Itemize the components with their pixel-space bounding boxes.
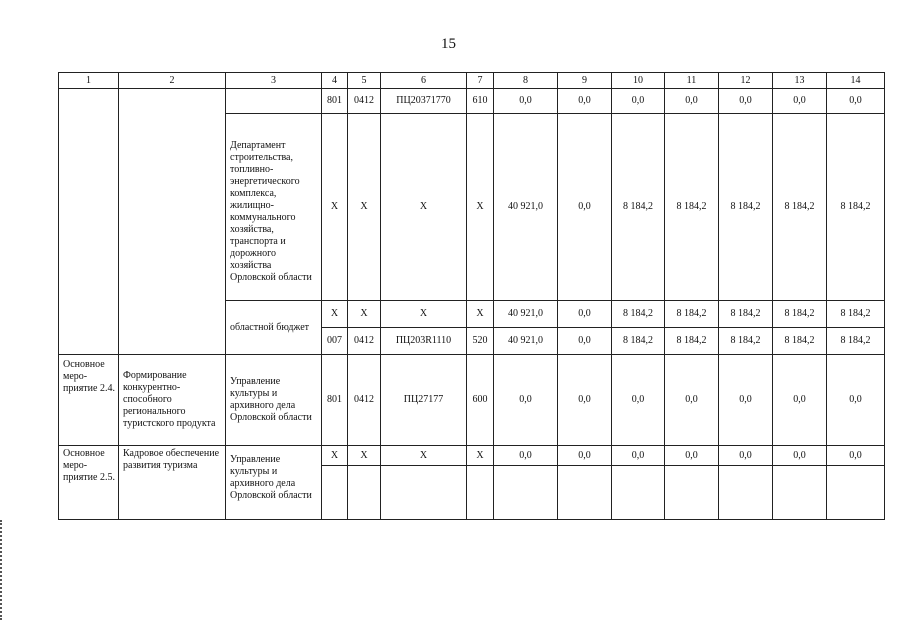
table-cell: Х bbox=[348, 301, 381, 328]
table-cell: 0,0 bbox=[827, 355, 885, 446]
table-cell bbox=[558, 466, 612, 520]
table-cell: 40 921,0 bbox=[494, 328, 558, 355]
table-cell bbox=[494, 466, 558, 520]
table-cell: ПЦ20371770 bbox=[381, 89, 467, 114]
table-cell: 8 184,2 bbox=[827, 328, 885, 355]
responsible-executor: Управление культуры и архивного дела Орловской области bbox=[226, 355, 322, 446]
table-cell: Х bbox=[381, 114, 467, 301]
table-cell: 0,0 bbox=[773, 446, 827, 466]
table-cell bbox=[119, 89, 226, 355]
table-cell: 8 184,2 bbox=[612, 301, 665, 328]
table-cell: 007 bbox=[322, 328, 348, 355]
table-cell: 0,0 bbox=[558, 114, 612, 301]
table-cell: 600 bbox=[467, 355, 494, 446]
table-row bbox=[59, 446, 885, 466]
table-cell: 0,0 bbox=[719, 355, 773, 446]
table-cell: 801 bbox=[322, 355, 348, 446]
table-cell: 40 921,0 bbox=[494, 301, 558, 328]
table-cell bbox=[59, 89, 119, 355]
table-cell bbox=[773, 466, 827, 520]
table-cell: Х bbox=[348, 446, 381, 466]
binding-edge-mark bbox=[0, 520, 6, 620]
header-cell: 3 bbox=[226, 73, 322, 89]
table-cell: 0,0 bbox=[665, 355, 719, 446]
table-cell: 8 184,2 bbox=[719, 114, 773, 301]
header-cell: 7 bbox=[467, 73, 494, 89]
measure-title: Кадровое обеспечение развития туризма bbox=[119, 446, 226, 520]
table-cell: 0412 bbox=[348, 89, 381, 114]
responsible-executor: Управление культуры и архивного дела Орловской области bbox=[226, 446, 322, 520]
header-cell: 12 bbox=[719, 73, 773, 89]
measure-label: Основное меро-приятие 2.4. bbox=[59, 355, 119, 446]
header-cell: 14 bbox=[827, 73, 885, 89]
table-cell: 0,0 bbox=[612, 355, 665, 446]
header-cell: 5 bbox=[348, 73, 381, 89]
table-row bbox=[59, 355, 885, 446]
header-cell: 13 bbox=[773, 73, 827, 89]
table-cell: Х bbox=[467, 301, 494, 328]
table-cell: 0,0 bbox=[827, 446, 885, 466]
table-cell: ПЦ203R1110 bbox=[381, 328, 467, 355]
table-cell: 8 184,2 bbox=[719, 301, 773, 328]
table-cell: 8 184,2 bbox=[827, 114, 885, 301]
table-cell bbox=[348, 466, 381, 520]
table-cell: 0,0 bbox=[827, 89, 885, 114]
table-cell: 0,0 bbox=[494, 446, 558, 466]
table-cell: 520 bbox=[467, 328, 494, 355]
table-cell bbox=[719, 466, 773, 520]
table-cell: 8 184,2 bbox=[665, 328, 719, 355]
table-cell: 0,0 bbox=[558, 355, 612, 446]
table-cell: Х bbox=[348, 114, 381, 301]
header-cell: 9 bbox=[558, 73, 612, 89]
table-cell bbox=[827, 466, 885, 520]
table-cell: 0,0 bbox=[558, 446, 612, 466]
budget-label: областной бюджет bbox=[226, 301, 322, 355]
header-cell: 1 bbox=[59, 73, 119, 89]
table-cell: 0,0 bbox=[612, 446, 665, 466]
table-cell: Х bbox=[381, 301, 467, 328]
header-cell: 2 bbox=[119, 73, 226, 89]
table-cell bbox=[226, 89, 322, 114]
table-cell: 0412 bbox=[348, 355, 381, 446]
table-cell: 0,0 bbox=[558, 301, 612, 328]
table-cell: Х bbox=[381, 446, 467, 466]
table-cell: Х bbox=[322, 114, 348, 301]
table-cell: 0,0 bbox=[494, 355, 558, 446]
measure-label: Основное меро-приятие 2.5. bbox=[59, 446, 119, 520]
header-cell: 6 bbox=[381, 73, 467, 89]
table-cell: Х bbox=[467, 114, 494, 301]
header-cell: 4 bbox=[322, 73, 348, 89]
table-cell: 0,0 bbox=[665, 89, 719, 114]
table-cell: ПЦ27177 bbox=[381, 355, 467, 446]
table-cell: 8 184,2 bbox=[773, 301, 827, 328]
header-row bbox=[59, 73, 885, 89]
table-cell bbox=[665, 466, 719, 520]
budget-table bbox=[58, 72, 885, 520]
header-cell: 11 bbox=[665, 73, 719, 89]
table-cell: 0412 bbox=[348, 328, 381, 355]
table-cell: 0,0 bbox=[558, 328, 612, 355]
table-cell bbox=[381, 466, 467, 520]
table-cell: 8 184,2 bbox=[773, 328, 827, 355]
table-cell: 8 184,2 bbox=[665, 301, 719, 328]
table-cell: 0,0 bbox=[719, 89, 773, 114]
header-cell: 8 bbox=[494, 73, 558, 89]
department-name: Департамент строительства, топливно-энергетического комплекса, жилищно-коммунального хозяйства, транспорта и дорожного хозяйства Орловской области bbox=[226, 114, 322, 301]
table-cell bbox=[467, 466, 494, 520]
table-cell: 8 184,2 bbox=[773, 114, 827, 301]
table-cell: 40 921,0 bbox=[494, 114, 558, 301]
page-number: 15 bbox=[441, 36, 456, 52]
table-cell: 8 184,2 bbox=[612, 114, 665, 301]
table-cell: 8 184,2 bbox=[719, 328, 773, 355]
table-cell: 0,0 bbox=[719, 446, 773, 466]
table-cell bbox=[322, 466, 348, 520]
table-row bbox=[59, 89, 885, 114]
table-cell: Х bbox=[322, 301, 348, 328]
table-cell: Х bbox=[322, 446, 348, 466]
table-cell: 610 bbox=[467, 89, 494, 114]
table-cell: 0,0 bbox=[494, 89, 558, 114]
table-cell: Х bbox=[467, 446, 494, 466]
table-cell: 0,0 bbox=[773, 89, 827, 114]
table-cell: 0,0 bbox=[665, 446, 719, 466]
table-cell: 8 184,2 bbox=[665, 114, 719, 301]
table-cell: 0,0 bbox=[612, 89, 665, 114]
table-cell: 801 bbox=[322, 89, 348, 114]
table-cell bbox=[612, 466, 665, 520]
header-cell: 10 bbox=[612, 73, 665, 89]
table-cell: 8 184,2 bbox=[612, 328, 665, 355]
table-cell: 0,0 bbox=[558, 89, 612, 114]
measure-title: Формирование конкурентно-способного регионального туристского продукта bbox=[119, 355, 226, 446]
table-cell: 0,0 bbox=[773, 355, 827, 446]
table-cell: 8 184,2 bbox=[827, 301, 885, 328]
